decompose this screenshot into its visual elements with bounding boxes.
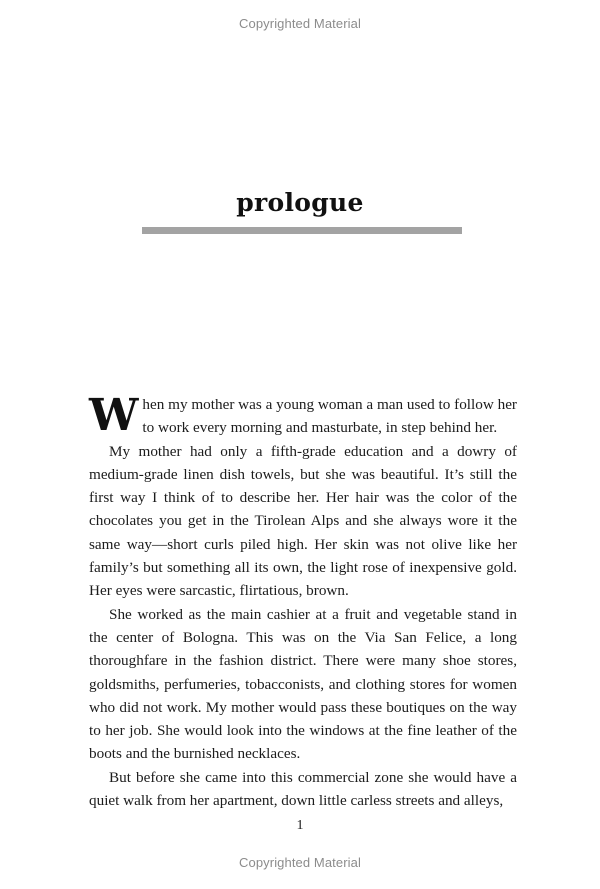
copyright-watermark-top: Copyrighted Material [239, 16, 361, 31]
copyright-watermark-bottom: Copyrighted Material [239, 855, 361, 870]
drop-cap: W [89, 390, 139, 441]
title-underline-rule [142, 227, 462, 234]
paragraph-1-text: hen my mother was a young woman a man used to follow her to work every morning and masturbate, in step behind her. [142, 396, 517, 437]
paragraph-3: She worked as the main cashier at a fruit and vegetable stand in the center of Bologna. This was on the Via San Felice, a long thoroughfare in the fashion district. There were many shoe stores, goldsmiths, perfumeries, tobacconists, and clothing stores for women who did not work. My mother would pass these boutiques on the way to her job. She would look into the windows at the fine leather of the boots and the burnished necklaces. [89, 605, 517, 763]
paragraph-2: My mother had only a fifth-grade education and a dowry of medium-grade linen dish towels, but she was beautiful. It’s still the first way I think of to describe her. Her hair was the color of the chocolates you get in the Tirolean Alps and she always wore it the same way—short curls piled high. Her skin was not olive like her family’s but something all its own, the light rose of inexpensive gold. Her eyes were sarcastic, flirtatious, brown. [89, 442, 517, 600]
paragraph-4: But before she came into this commercial zone she would have a quiet walk from her apartment, down little carless streets and alleys, [89, 768, 517, 810]
paragraph-1 [89, 390, 517, 441]
page-number: 1 [296, 818, 304, 833]
body-text [89, 390, 517, 812]
chapter-title: prologue [236, 188, 364, 217]
